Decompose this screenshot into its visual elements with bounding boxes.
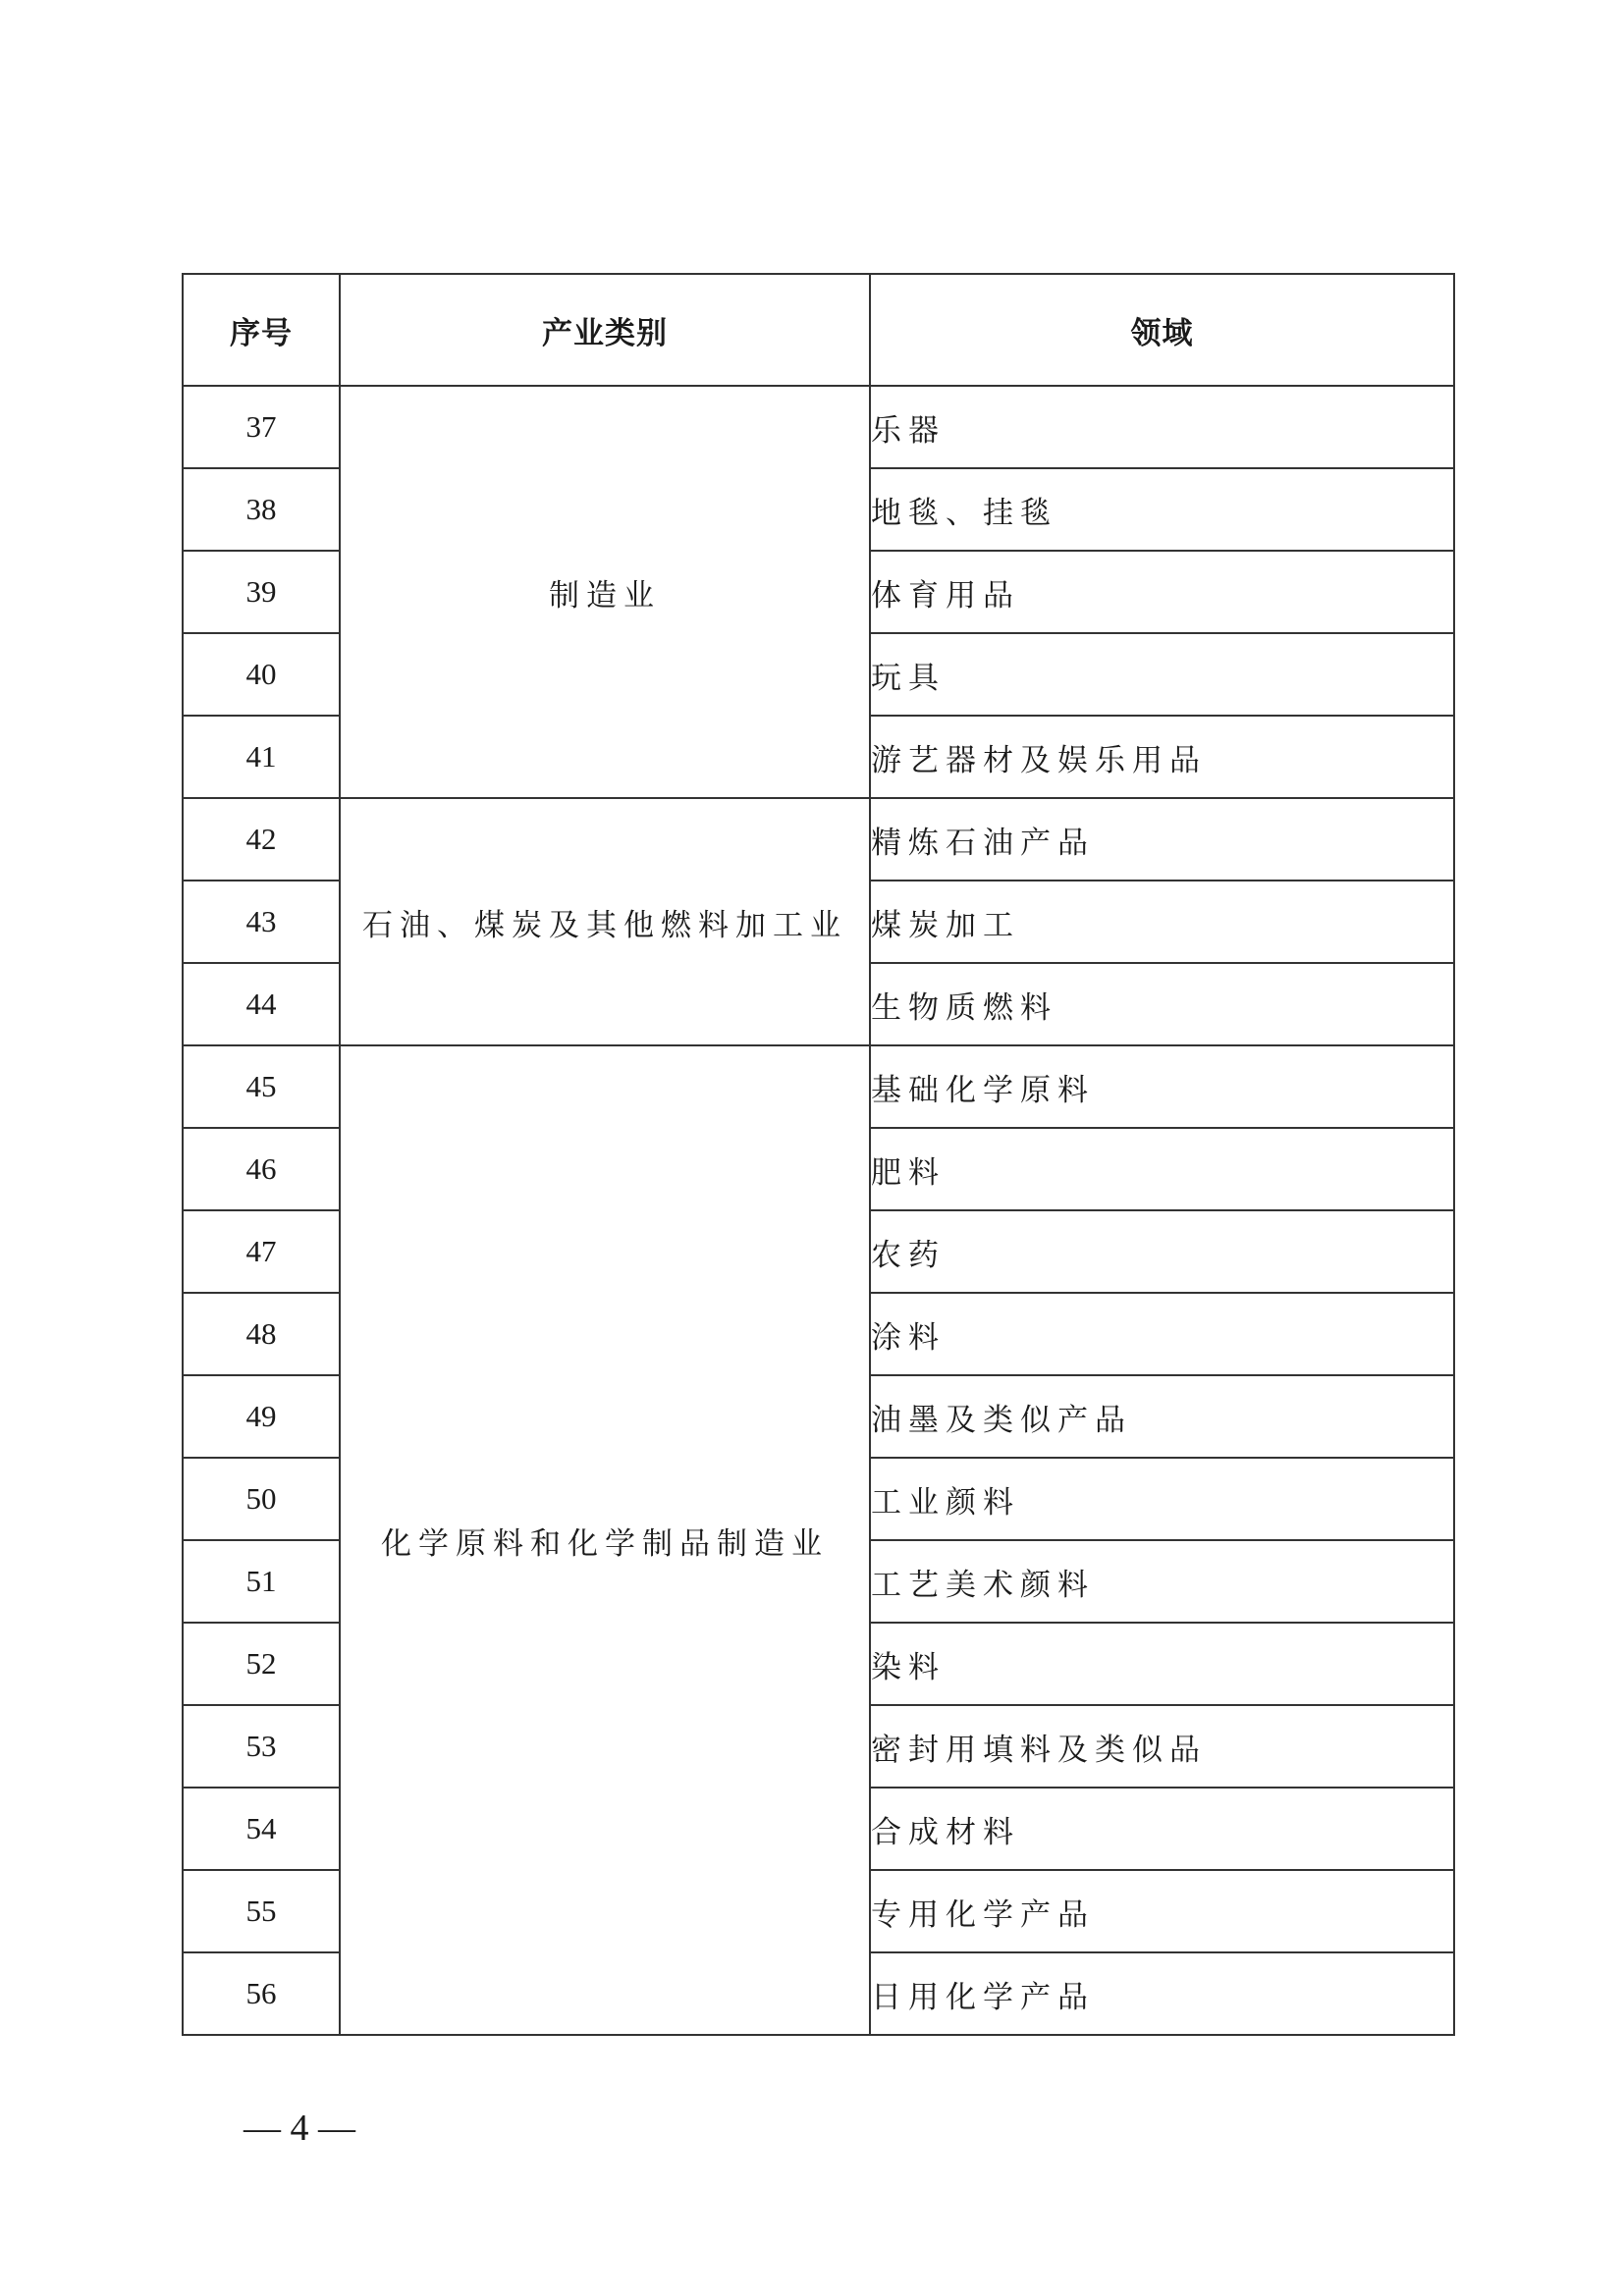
field-cell: 染料 (870, 1623, 1454, 1705)
field-cell: 乐器 (870, 386, 1454, 468)
row-number: 52 (183, 1623, 340, 1705)
header-field: 领域 (870, 274, 1454, 386)
field-cell: 合成材料 (870, 1788, 1454, 1870)
row-number: 38 (183, 468, 340, 551)
row-number: 37 (183, 386, 340, 468)
category-cell: 石油、煤炭及其他燃料加工业 (340, 798, 870, 1045)
field-cell: 肥料 (870, 1128, 1454, 1210)
table-header-row (183, 274, 1454, 386)
row-number: 42 (183, 798, 340, 881)
row-number: 55 (183, 1870, 340, 1952)
field-cell: 工艺美术颜料 (870, 1540, 1454, 1623)
table-row (183, 1045, 1454, 1128)
row-number: 44 (183, 963, 340, 1045)
row-number: 40 (183, 633, 340, 716)
row-number: 47 (183, 1210, 340, 1293)
field-cell: 专用化学产品 (870, 1870, 1454, 1952)
industry-table (182, 273, 1455, 2036)
row-number: 43 (183, 881, 340, 963)
page-number: — 4 — (244, 2108, 355, 2149)
row-number: 53 (183, 1705, 340, 1788)
row-number: 41 (183, 716, 340, 798)
row-number: 39 (183, 551, 340, 633)
row-number: 54 (183, 1788, 340, 1870)
row-number: 50 (183, 1458, 340, 1540)
field-cell: 工业颜料 (870, 1458, 1454, 1540)
table-row (183, 798, 1454, 881)
header-category: 产业类别 (340, 274, 870, 386)
row-number: 45 (183, 1045, 340, 1128)
field-cell: 涂料 (870, 1293, 1454, 1375)
field-cell: 游艺器材及娱乐用品 (870, 716, 1454, 798)
field-cell: 精炼石油产品 (870, 798, 1454, 881)
field-cell: 油墨及类似产品 (870, 1375, 1454, 1458)
header-seq: 序号 (183, 274, 340, 386)
row-number: 46 (183, 1128, 340, 1210)
field-cell: 体育用品 (870, 551, 1454, 633)
row-number: 51 (183, 1540, 340, 1623)
table-row (183, 386, 1454, 468)
field-cell: 农药 (870, 1210, 1454, 1293)
field-cell: 地毯、挂毯 (870, 468, 1454, 551)
field-cell: 日用化学产品 (870, 1952, 1454, 2035)
row-number: 56 (183, 1952, 340, 2035)
field-cell: 玩具 (870, 633, 1454, 716)
category-cell: 制造业 (340, 386, 870, 798)
field-cell: 密封用填料及类似品 (870, 1705, 1454, 1788)
field-cell: 基础化学原料 (870, 1045, 1454, 1128)
row-number: 49 (183, 1375, 340, 1458)
row-number: 48 (183, 1293, 340, 1375)
category-cell: 化学原料和化学制品制造业 (340, 1045, 870, 2035)
field-cell: 生物质燃料 (870, 963, 1454, 1045)
field-cell: 煤炭加工 (870, 881, 1454, 963)
